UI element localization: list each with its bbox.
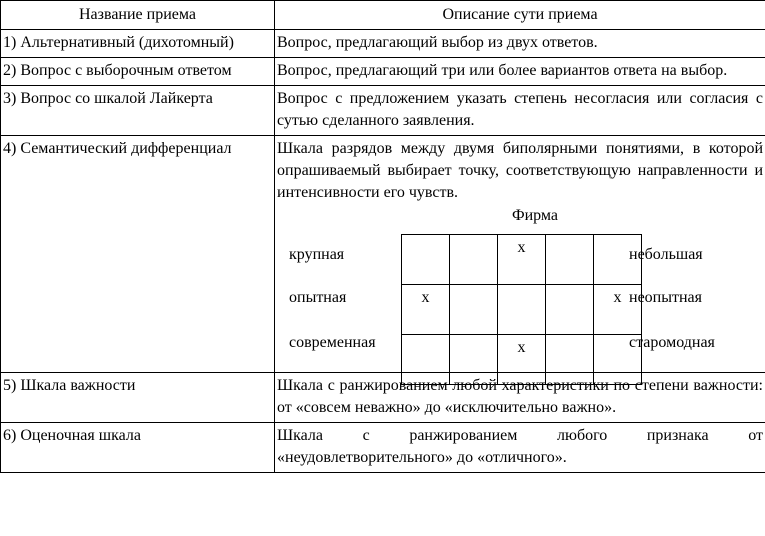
method-description-cell: [275, 136, 765, 373]
differential-grid: [401, 234, 642, 385]
grid-row: [402, 335, 642, 385]
method-description: Вопрос, предлагающий выбор из двух ответов.: [275, 30, 765, 58]
scale-right-label: небольшая: [629, 246, 703, 263]
method-description: Вопрос с предложением указать степень несогласия или согласия с сутью сделанного заявления.: [275, 86, 765, 136]
grid-cell: [498, 285, 546, 335]
header-description: Описание сути приема: [275, 1, 765, 30]
grid-cell: [498, 235, 546, 285]
grid-cell: [546, 235, 594, 285]
scale-right-label: старомодная: [629, 334, 715, 351]
grid-mark: x: [421, 289, 430, 306]
scale-left-label: крупная: [289, 246, 345, 263]
grid-cell: [402, 235, 450, 285]
method-description: Шкала разрядов между двумя биполярными понятиями, в которой опрашиваемый выбирает точку, соответствующую направленности и интенсивности его чувств.: [277, 140, 763, 201]
table-row: [1, 423, 765, 473]
grid-cell: [546, 335, 594, 385]
method-name: 1) Альтернативный (дихотомный): [1, 30, 275, 58]
table-row: [1, 58, 765, 86]
scale-left-label: опытная: [289, 289, 347, 306]
table-row: [1, 86, 765, 136]
method-name: 3) Вопрос со шкалой Лайкерта: [1, 86, 275, 136]
method-name: 2) Вопрос с выборочным ответом: [1, 58, 275, 86]
grid-row: [402, 235, 642, 285]
method-description: Шкала с ранжированием любого признака от «неудовлетворительного» до «отличного».: [275, 423, 765, 473]
method-description: Вопрос, предлагающий три или более вариантов ответа на выбор.: [275, 58, 765, 86]
differential-title: Фирма: [511, 207, 559, 224]
table-row: [1, 136, 765, 373]
grid-cell: [402, 285, 450, 335]
scale-left-label: современная: [289, 334, 376, 351]
grid-mark: x: [613, 289, 622, 306]
method-description: Шкала с ранжированием любой характеристики по степени важности: от «совсем неважно» до «исключительно важно».: [275, 373, 765, 423]
semantic-differential-example: [277, 205, 763, 369]
grid-cell: [546, 285, 594, 335]
grid-cell: [450, 235, 498, 285]
scale-right-label: неопытная: [629, 289, 702, 306]
grid-mark: x: [517, 239, 526, 256]
table-row: [1, 30, 765, 58]
grid-cell: [402, 335, 450, 385]
table-row: [1, 373, 765, 423]
header-row: [1, 1, 765, 30]
method-name: 5) Шкала важности: [1, 373, 275, 423]
method-name: 6) Оценочная шкала: [1, 423, 275, 473]
grid-cell: [450, 335, 498, 385]
grid-row: [402, 285, 642, 335]
grid-mark: x: [517, 339, 526, 356]
method-name: 4) Семантический дифференциал: [1, 136, 275, 373]
header-name: Название приема: [1, 1, 275, 30]
grid-cell: [498, 335, 546, 385]
grid-cell: [450, 285, 498, 335]
